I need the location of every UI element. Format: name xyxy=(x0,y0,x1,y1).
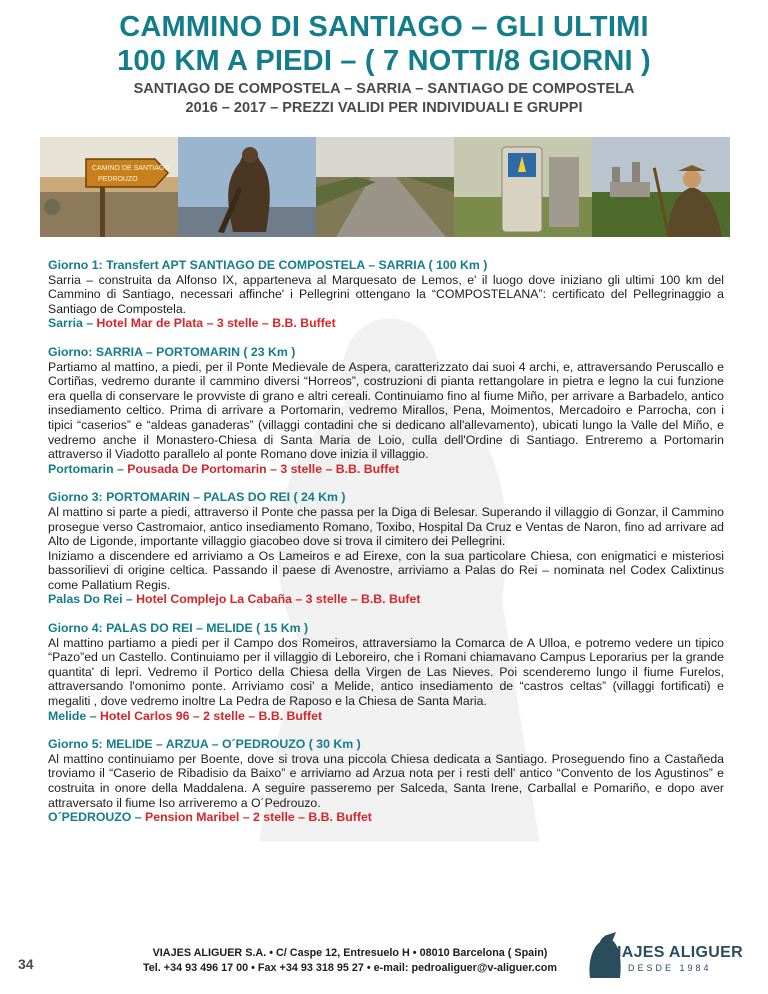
hotel-name: Hotel Carlos 96 – 2 stelle – B.B. Buffet xyxy=(99,708,323,723)
day-description: Al mattino partiamo a piedi per il Campo dos Romeiros, attraversiamo la Comarca de A Ulloa, e potremo vedere un tipico “Pazo”ed un Castello. Continuiamo per il villaggio di Leboreiro, che i Romani chiamavano Campus Leporarius per la grande quantita' di lepri. Vedremo il Portico della Chiesa della Virgen de Las Nieves. Poi scenderemo lungo il fiume Furelos, attraversando l'omonimo ponte. Arriviamo cosi' a Melide, antico insediamento de “castros celtas” (villaggi fortificati) e megaliti , dove vedremo inoltre La Pedra de Raposo e la Chiesa de Santa Maria. xyxy=(48,635,724,709)
title-line-1: CAMMINO DI SANTIAGO – GLI ULTIMI xyxy=(119,11,649,43)
day-section xyxy=(48,258,724,331)
page-number: 34 xyxy=(18,956,34,972)
hotel-name: Pousada De Portomarin – 3 stelle – B.B. Buffet xyxy=(127,461,400,476)
day-description: Al mattino continuiamo per Boente, dove si trova una piccola Chiesa dedicata a Santiago. Proseguendo fino a Castañeda troviamo il “Caserio de Ribadisio da Baixo” e arriviamo ad Arzua nota per i resti dell' antico “Convento de los Agustinos” e costruita in onore della Maddalena. A seguire passeremo per Salceda, Santa Irene, Carballal e Pomariño, e dopo aver attraversato il fiume Iso arriveremo a O´Pedrouzo. xyxy=(48,751,724,810)
day-section xyxy=(48,490,724,607)
svg-text:PEDROUZO: PEDROUZO xyxy=(98,176,138,183)
logo-text: VIAJES ALIGUER xyxy=(606,944,743,961)
hotel-name: Pension Maribel – 2 stelle – B.B. Buffet xyxy=(145,810,372,825)
logo-subtext: DESDE 1984 xyxy=(628,963,712,973)
photo-pilgrim-statue xyxy=(178,137,316,237)
day-description: Iniziamo a discendere ed arriviamo a Os Lameiros e ad Eirexe, con la sua particolare Chiesa, con enigmatici e misteriosi bassorilievi di origine celtica. Passando il paese di Avenostre, arriviamo a Palas do Rei – nominata nel Codex Calixtinus come Pallatium Regis. xyxy=(48,548,724,592)
photo-road xyxy=(316,137,454,237)
subtitle-line-2: 2016 – 2017 – PREZZI VALIDI PER INDIVIDUALI E GRUPPI xyxy=(185,100,583,116)
hotel-line xyxy=(48,592,724,607)
day-description: Al mattino si parte a piedi, attraverso il Ponte che passa per la Diga di Belesar. Superando il villaggio di Gonzar, il Cammino prosegue verso Castromaior, antico insediamento Romano, Toxibo, Hospital Da Cruz e Ventas de Naron, fino ad arrivare ad Alto de Ligonde, importante villaggio giacobeo dove si trova il cimitero dei Pellegrini. xyxy=(48,504,724,549)
day-title: Giorno: SARRIA – PORTOMARIN ( 23 Km ) xyxy=(48,344,296,359)
signpost-photo-icon xyxy=(40,137,178,237)
day-title: Giorno 4: PALAS DO REI – MELIDE ( 15 Km ) xyxy=(48,621,309,636)
itinerary xyxy=(48,258,724,839)
stone-marker-photo-icon xyxy=(454,137,592,237)
hotel-line xyxy=(48,462,724,477)
hotel-line xyxy=(48,316,724,331)
day-description: Partiamo al mattino, a piedi, per il Ponte Medievale de Aspera, caratterizzato dai suoi 4 archi, e, attraversando Peruscallo e Cortiñas, vedremo durante il cammino diversi “Horreos”, costruzioni di pianta rettangolare in pietra e legno la cui funzione era quella di conservare le provviste di grano e altri cereali. Continuiamo fino al fiume Miño, per arrivare a Barbadelo, antico insediamento celtico. Prima di arrivare a Portomarin, vedremo Mirallos, Pena, Moimentos, Mercadoiro e Parrocha, con i tipici “caserios” e “aldeas ganaderas” (villaggi contadini che si dedicano all'allevamento), ubicati lungo la Valle del Miño, e vedremo anche il Monastero-Chiesa di Santa Maria de Loio, culla dell'Ordine di Santiago. Entreremo a Portomarin attraverso il Viadotto parallelo al ponte Romano dove inizia il villaggio. xyxy=(48,359,724,462)
page-subtitle xyxy=(0,80,768,118)
pilgrim-statue-photo-icon xyxy=(178,137,316,237)
hotel-name: Hotel Complejo La Cabaña – 3 stelle – B.B. Bufet xyxy=(136,592,421,607)
svg-text:CAMINO DE SANTIAGO: CAMINO DE SANTIAGO xyxy=(92,165,170,172)
road-landscape-photo-icon xyxy=(316,137,454,237)
day-section xyxy=(48,621,724,723)
photo-stone-marker xyxy=(454,137,592,237)
day-description: Sarria – construita da Alfonso IX, apparteneva al Marquesato de Lemos, e' il luogo dove iniziano gli ultimi 100 km del Cammino di Santiago, necessari affinche' i Pellegrini ottengano la “COMPOSTELANA”: certificato del Pellegrinaggio a Santiago de Compostela. xyxy=(48,272,724,316)
cathedral-pilgrim-photo-icon xyxy=(592,137,730,237)
hotel-location: Melide – xyxy=(48,708,100,723)
title-line-2: 100 KM A PIEDI – ( 7 NOTTI/8 GIORNI ) xyxy=(117,45,651,77)
subtitle-line-1: SANTIAGO DE COMPOSTELA – SARRIA – SANTIAGO DE COMPOSTELA xyxy=(133,81,635,97)
hotel-location: Palas Do Rei – xyxy=(48,592,137,607)
footer-address: VIAJES ALIGUER S.A. • C/ Caspe 12, Entresuelo H • 08010 Barcelona ( Spain) xyxy=(152,947,548,959)
footer-contact xyxy=(100,946,600,976)
day-title: Giorno 3: PORTOMARIN – PALAS DO REI ( 24 Km ) xyxy=(48,490,346,505)
footer-phone-email: Tel. +34 93 496 17 00 • Fax +34 93 318 95 27 • e-mail: pedroaliguer@v-aliguer.com xyxy=(143,962,557,974)
hotel-line xyxy=(48,709,724,724)
day-title: Giorno 5: MELIDE – ARZUA – O´PEDROUZO ( 30 Km ) xyxy=(48,737,361,752)
hotel-location: Sarria – xyxy=(48,316,97,331)
page-title xyxy=(0,0,768,78)
hotel-line xyxy=(48,810,724,825)
hotel-name: Hotel Mar de Plata – 3 stelle – B.B. Buffet xyxy=(96,316,336,331)
hotel-location: Portomarin – xyxy=(48,461,128,476)
photo-cathedral-pilgrim xyxy=(592,137,730,237)
day-section xyxy=(48,737,724,825)
photo-signpost xyxy=(40,137,178,237)
photo-strip xyxy=(40,137,730,237)
hotel-location: O´PEDROUZO – xyxy=(48,810,146,825)
day-title: Giorno 1: Transfert APT SANTIAGO DE COMPOSTELA – SARRIA ( 100 Km ) xyxy=(48,258,488,272)
day-section xyxy=(48,345,724,476)
